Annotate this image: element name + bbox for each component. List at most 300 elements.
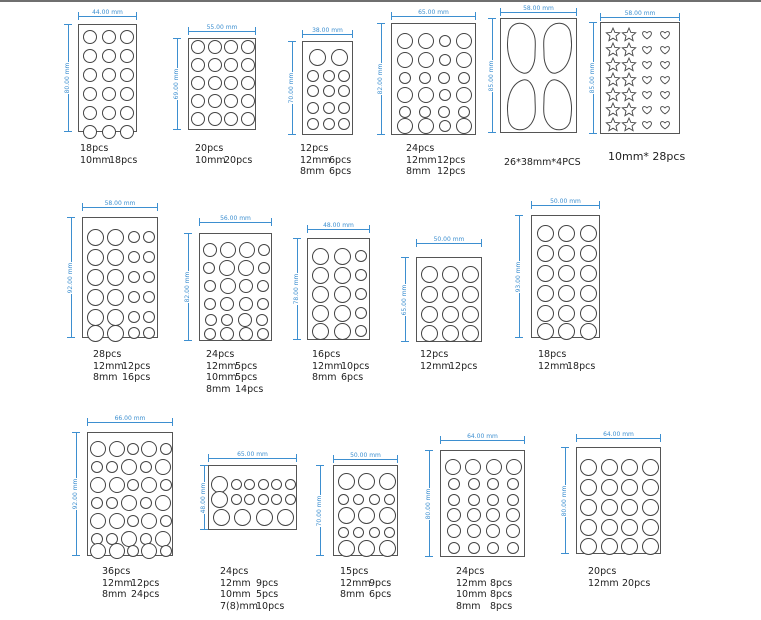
sticker-circle bbox=[601, 459, 618, 476]
width-dimension bbox=[302, 27, 353, 38]
sheet-caption bbox=[80, 143, 137, 166]
sticker-circle bbox=[447, 508, 461, 522]
caption-count: 9pcs bbox=[256, 577, 279, 589]
sticker-circle bbox=[312, 248, 329, 265]
sticker-circle bbox=[323, 118, 335, 130]
sticker-circle bbox=[258, 262, 270, 274]
sticker-circle bbox=[128, 291, 140, 303]
sticker-circle bbox=[507, 478, 519, 490]
sticker-circle bbox=[241, 40, 255, 54]
caption-count: 18pcs bbox=[109, 154, 138, 166]
sticker-circle bbox=[127, 443, 139, 455]
sheet-caption bbox=[456, 566, 512, 612]
sticker-circle bbox=[621, 538, 638, 555]
width-label: 58.00 mm bbox=[624, 10, 656, 17]
sticker-circle bbox=[379, 507, 396, 524]
width-dimension bbox=[416, 236, 482, 247]
width-label: 55.00 mm bbox=[206, 24, 238, 31]
width-label: 38.00 mm bbox=[312, 27, 343, 34]
sticker-circle bbox=[439, 120, 451, 132]
sticker-circle bbox=[487, 494, 499, 506]
height-label: 82.00 mm bbox=[377, 63, 384, 95]
sticker-circle bbox=[102, 30, 116, 44]
sticker-circle bbox=[244, 494, 255, 505]
sticker-circle bbox=[256, 314, 268, 326]
caption-count: 12pcs bbox=[437, 166, 466, 177]
sticker-circle bbox=[312, 323, 329, 340]
caption-row bbox=[206, 349, 263, 361]
width-label: 65.00 mm bbox=[237, 451, 268, 458]
sticker-circle bbox=[102, 68, 116, 82]
sticker-circle bbox=[143, 271, 155, 283]
caption-row bbox=[93, 349, 150, 361]
sticker-circle bbox=[224, 76, 238, 90]
sticker-circle bbox=[128, 327, 140, 339]
sticker-circle bbox=[87, 269, 104, 286]
sticker-circle bbox=[83, 49, 97, 63]
sticker-circle bbox=[448, 494, 460, 506]
sticker-circle bbox=[458, 106, 470, 118]
caption-size: 12mm bbox=[220, 577, 251, 589]
sticker-circle bbox=[558, 265, 575, 282]
caption-row bbox=[608, 151, 685, 163]
sheet-caption bbox=[608, 151, 685, 163]
caption-size: 8mm bbox=[93, 372, 118, 383]
heart-patch bbox=[661, 32, 670, 39]
caption-count: 24pcs bbox=[131, 589, 160, 600]
sticker-circle bbox=[487, 478, 499, 490]
sticker-circle bbox=[358, 507, 375, 524]
heart-patch bbox=[661, 107, 670, 114]
caption-count: 8pcs bbox=[490, 600, 513, 612]
caption-count: 12pcs bbox=[437, 154, 466, 166]
caption-size: 12mm bbox=[420, 360, 451, 372]
sticker-circle bbox=[87, 229, 104, 246]
width-label: 50.00 mm bbox=[550, 198, 581, 205]
caption-row bbox=[456, 578, 512, 590]
caption-size: 12mm bbox=[340, 577, 371, 589]
sticker-circle bbox=[107, 325, 124, 342]
sticker-sheet bbox=[531, 215, 600, 338]
star-patch bbox=[606, 43, 619, 56]
sticker-circle bbox=[160, 515, 172, 527]
width-dimension bbox=[82, 200, 158, 211]
sticker-circle bbox=[419, 106, 431, 118]
heart-patch bbox=[661, 62, 670, 69]
caption-row bbox=[340, 578, 391, 590]
sheet-caption bbox=[220, 566, 284, 612]
sticker-circle bbox=[537, 265, 554, 282]
height-dimension bbox=[184, 233, 192, 341]
sticker-circle bbox=[141, 513, 157, 529]
caption-size: 12pcs bbox=[420, 349, 449, 360]
sticker-circle bbox=[323, 85, 335, 97]
height-dimension bbox=[561, 447, 569, 554]
caption-count: 16pcs bbox=[122, 372, 151, 383]
sticker-circle bbox=[312, 305, 329, 322]
sticker-sheet bbox=[500, 18, 577, 133]
sheet-caption bbox=[504, 157, 581, 169]
sticker-circle bbox=[120, 106, 134, 120]
sticker-circle bbox=[486, 508, 500, 522]
height-dimension bbox=[288, 41, 296, 135]
sticker-circle bbox=[221, 314, 233, 326]
caption-row bbox=[456, 589, 512, 601]
height-label: 92.00 mm bbox=[72, 478, 79, 510]
sticker-circle bbox=[467, 524, 481, 538]
sticker-circle bbox=[379, 473, 396, 490]
sticker-circle bbox=[143, 291, 155, 303]
star-patch bbox=[606, 58, 619, 71]
width-label: 50.00 mm bbox=[433, 236, 465, 243]
sticker-circle bbox=[338, 540, 355, 557]
caption-row bbox=[102, 578, 159, 590]
sticker-circle bbox=[140, 461, 152, 473]
caption-count: 5pcs bbox=[235, 360, 258, 372]
sticker-circle bbox=[307, 118, 319, 130]
sticker-circle bbox=[312, 286, 329, 303]
sticker-circle bbox=[239, 279, 253, 293]
sticker-circle bbox=[353, 494, 364, 505]
height-dimension bbox=[488, 18, 496, 133]
sticker-circle bbox=[239, 242, 255, 258]
sticker-circle bbox=[353, 527, 364, 538]
caption-size: 12mm bbox=[312, 360, 343, 372]
width-dimension bbox=[307, 222, 370, 233]
sticker-circle bbox=[239, 327, 253, 341]
height-label: 92.00 mm bbox=[67, 262, 74, 293]
top-rule bbox=[0, 0, 761, 2]
caption-count: 9pcs bbox=[369, 577, 392, 589]
sticker-circle bbox=[241, 58, 255, 72]
height-dimension bbox=[200, 465, 208, 530]
sticker-circle bbox=[421, 325, 438, 342]
sticker-circle bbox=[621, 459, 638, 476]
sticker-sheet bbox=[199, 233, 272, 341]
sticker-circle bbox=[91, 461, 103, 473]
sticker-circle bbox=[102, 49, 116, 63]
sticker-circle bbox=[558, 305, 575, 322]
height-dimension bbox=[173, 38, 181, 130]
height-label: 82.00 mm bbox=[184, 271, 191, 303]
sticker-circle bbox=[208, 40, 222, 54]
sticker-circle bbox=[358, 473, 375, 490]
width-label: 64.00 mm bbox=[603, 431, 634, 438]
sticker-circle bbox=[234, 509, 251, 526]
sticker-circle bbox=[203, 262, 215, 274]
width-dimension bbox=[199, 215, 272, 226]
sticker-circle bbox=[442, 286, 459, 303]
caption-row bbox=[93, 361, 150, 373]
width-label: 56.00 mm bbox=[220, 215, 251, 222]
sticker-circle bbox=[323, 102, 335, 114]
star-patch bbox=[622, 58, 635, 71]
sticker-sheet bbox=[188, 38, 256, 130]
caption-row bbox=[195, 155, 252, 167]
sticker-circle bbox=[642, 519, 659, 536]
sticker-circle bbox=[120, 125, 134, 139]
caption-size: 24pcs bbox=[406, 143, 435, 154]
caption-count: 5pcs bbox=[235, 372, 258, 383]
sticker-sheet bbox=[78, 24, 137, 132]
height-dimension bbox=[401, 257, 409, 342]
bean-patch-shapes bbox=[501, 19, 578, 134]
sticker-circle bbox=[331, 49, 348, 66]
sticker-circle bbox=[468, 478, 480, 490]
caption-count: 10pcs bbox=[256, 600, 285, 612]
sticker-circle bbox=[468, 542, 480, 554]
sticker-circle bbox=[369, 494, 380, 505]
sticker-circle bbox=[107, 229, 124, 246]
sticker-circle bbox=[456, 52, 472, 68]
star-patch bbox=[606, 88, 619, 101]
caption-size: 10mm bbox=[456, 589, 487, 600]
sticker-circle bbox=[109, 477, 125, 493]
sticker-circle bbox=[307, 85, 319, 97]
caption-row bbox=[300, 155, 351, 167]
caption-size: 18pcs bbox=[538, 349, 567, 360]
height-dimension bbox=[293, 238, 301, 340]
heart-patch bbox=[661, 77, 670, 84]
star-patch bbox=[622, 103, 635, 116]
star-patch bbox=[606, 118, 619, 131]
sticker-circle bbox=[338, 118, 350, 130]
caption-count: 8pcs bbox=[490, 577, 513, 589]
sticker-circle bbox=[271, 479, 282, 490]
sticker-circle bbox=[155, 495, 171, 511]
sticker-circle bbox=[224, 94, 238, 108]
sticker-circle bbox=[231, 494, 242, 505]
sheet-caption bbox=[420, 349, 477, 372]
sticker-circle bbox=[580, 499, 597, 516]
heart-patch bbox=[661, 92, 670, 99]
sticker-circle bbox=[421, 306, 438, 323]
sticker-circle bbox=[601, 479, 618, 496]
caption-count: 18pcs bbox=[567, 360, 596, 372]
caption-size: 7(8)mm bbox=[220, 600, 259, 612]
sticker-circle bbox=[323, 70, 335, 82]
bean-patch bbox=[544, 80, 572, 130]
star-patch bbox=[622, 43, 635, 56]
width-dimension bbox=[78, 9, 137, 20]
sticker-circle bbox=[90, 513, 106, 529]
height-dimension bbox=[72, 432, 80, 556]
sticker-circle bbox=[204, 280, 216, 292]
caption-count: 5pcs bbox=[256, 589, 279, 600]
caption-count: 6pcs bbox=[341, 372, 364, 383]
sticker-circle bbox=[211, 491, 228, 508]
sticker-circle bbox=[462, 306, 479, 323]
sticker-circle bbox=[506, 508, 520, 522]
sticker-circle bbox=[241, 76, 255, 90]
caption-count: 20pcs bbox=[224, 154, 253, 166]
height-label: 85.00 mm bbox=[589, 62, 596, 94]
heart-patch bbox=[643, 32, 652, 39]
sticker-circle bbox=[87, 289, 104, 306]
caption-row bbox=[312, 361, 369, 373]
caption-count: 12pcs bbox=[122, 360, 151, 372]
sticker-circle bbox=[109, 513, 125, 529]
sticker-circle bbox=[120, 49, 134, 63]
sticker-circle bbox=[384, 494, 395, 505]
sticker-circle bbox=[448, 542, 460, 554]
caption-row bbox=[538, 361, 595, 373]
sticker-circle bbox=[601, 519, 618, 536]
width-dimension bbox=[208, 451, 297, 462]
sticker-circle bbox=[456, 118, 472, 134]
sticker-circle bbox=[309, 49, 326, 66]
caption-row bbox=[300, 143, 351, 155]
width-dimension bbox=[391, 9, 476, 20]
sticker-circle bbox=[419, 72, 431, 84]
sticker-circle bbox=[143, 251, 155, 263]
sticker-circle bbox=[506, 524, 520, 538]
sticker-circle bbox=[338, 473, 355, 490]
caption-size: 12mm bbox=[406, 154, 437, 166]
caption-row bbox=[312, 372, 369, 384]
sticker-circle bbox=[486, 459, 502, 475]
sticker-circle bbox=[307, 102, 319, 114]
sticker-circle bbox=[208, 76, 222, 90]
caption-count: 6pcs bbox=[329, 166, 352, 177]
sticker-circle bbox=[537, 245, 554, 262]
sticker-sheet bbox=[307, 238, 370, 340]
sticker-circle bbox=[442, 266, 459, 283]
sticker-circle bbox=[307, 70, 319, 82]
sticker-circle bbox=[642, 459, 659, 476]
sticker-circle bbox=[128, 231, 140, 243]
caption-row bbox=[406, 166, 465, 178]
caption-row bbox=[420, 349, 477, 361]
width-label: 44.00 mm bbox=[92, 9, 123, 16]
sticker-circle bbox=[191, 40, 205, 54]
sheet-caption bbox=[206, 349, 263, 395]
sticker-sheet bbox=[82, 217, 158, 338]
heart-patch bbox=[643, 107, 652, 114]
sticker-circle bbox=[397, 33, 413, 49]
sticker-circle bbox=[456, 33, 472, 49]
star-patch bbox=[606, 73, 619, 86]
caption-row bbox=[206, 384, 263, 396]
caption-row bbox=[206, 372, 263, 384]
sticker-circle bbox=[486, 524, 500, 538]
sticker-circle bbox=[140, 497, 152, 509]
sticker-sheet bbox=[208, 465, 297, 530]
heart-patch bbox=[643, 47, 652, 54]
height-label: 70.00 mm bbox=[288, 72, 295, 104]
caption-size: 10mm bbox=[206, 372, 237, 383]
caption-row bbox=[206, 361, 263, 373]
sticker-circle bbox=[258, 244, 270, 256]
sticker-circle bbox=[141, 543, 157, 559]
sticker-circle bbox=[580, 459, 597, 476]
sticker-circle bbox=[621, 499, 638, 516]
sticker-circle bbox=[601, 499, 618, 516]
sticker-circle bbox=[256, 509, 273, 526]
height-dimension bbox=[377, 23, 385, 135]
sticker-circle bbox=[601, 538, 618, 555]
sticker-circle bbox=[109, 441, 125, 457]
star-patch bbox=[622, 28, 635, 41]
sticker-circle bbox=[191, 76, 205, 90]
caption-size: 10mm bbox=[195, 154, 226, 166]
height-label: 48.00 mm bbox=[200, 482, 207, 513]
sticker-circle bbox=[445, 459, 461, 475]
caption-size: 8mm bbox=[102, 589, 127, 600]
caption-size: 36pcs bbox=[102, 566, 131, 577]
caption-row bbox=[300, 166, 351, 178]
sticker-circle bbox=[468, 494, 480, 506]
width-dimension bbox=[531, 198, 600, 209]
caption-size: 16pcs bbox=[312, 349, 341, 360]
caption-size: 24pcs bbox=[206, 349, 235, 360]
height-dimension bbox=[64, 24, 72, 132]
height-dimension bbox=[589, 22, 597, 134]
sticker-circle bbox=[355, 250, 367, 262]
sticker-circle bbox=[462, 266, 479, 283]
caption-count: 12pcs bbox=[131, 577, 160, 589]
caption-count: 6pcs bbox=[369, 589, 392, 600]
caption-row bbox=[406, 155, 465, 167]
sticker-circle bbox=[487, 542, 499, 554]
sticker-sheet bbox=[333, 465, 398, 556]
sticker-circle bbox=[338, 70, 350, 82]
sticker-circle bbox=[285, 494, 296, 505]
sticker-circle bbox=[642, 499, 659, 516]
sticker-circle bbox=[456, 87, 472, 103]
width-label: 65.00 mm bbox=[418, 9, 449, 16]
sticker-circle bbox=[239, 297, 253, 311]
sticker-circle bbox=[462, 286, 479, 303]
sticker-circle bbox=[312, 267, 329, 284]
height-label: 65.00 mm bbox=[401, 284, 408, 315]
caption-count: 20pcs bbox=[622, 577, 651, 589]
sticker-circle bbox=[399, 106, 411, 118]
sticker-circle bbox=[127, 479, 139, 491]
sticker-circle bbox=[621, 519, 638, 536]
sticker-circle bbox=[213, 509, 230, 526]
heart-patch bbox=[643, 62, 652, 69]
caption-size: 26*38mm*4PCS bbox=[504, 157, 581, 168]
height-label: 80.00 mm bbox=[64, 62, 71, 94]
sticker-sheet bbox=[391, 23, 476, 135]
sticker-circle bbox=[355, 288, 367, 300]
sticker-circle bbox=[558, 323, 575, 340]
sticker-circle bbox=[418, 52, 434, 68]
sticker-circle bbox=[537, 225, 554, 242]
heart-patch bbox=[643, 122, 652, 129]
sticker-sheet bbox=[302, 41, 353, 135]
sticker-circle bbox=[203, 243, 217, 257]
sticker-circle bbox=[384, 527, 395, 538]
sticker-circle bbox=[580, 285, 597, 302]
sheet-caption bbox=[102, 566, 159, 601]
caption-row bbox=[340, 589, 391, 601]
sticker-circle bbox=[285, 479, 296, 490]
sticker-circle bbox=[102, 125, 116, 139]
caption-size: 10mm bbox=[220, 589, 251, 600]
height-dimension bbox=[425, 450, 433, 557]
sticker-circle bbox=[338, 527, 349, 538]
sticker-circle bbox=[121, 495, 137, 511]
width-label: 58.00 mm bbox=[104, 200, 136, 207]
sticker-circle bbox=[580, 323, 597, 340]
caption-row bbox=[93, 372, 150, 384]
sticker-circle bbox=[208, 112, 222, 126]
caption-size: 12mm bbox=[93, 360, 124, 372]
sheet-caption bbox=[93, 349, 150, 384]
caption-row bbox=[340, 566, 391, 578]
